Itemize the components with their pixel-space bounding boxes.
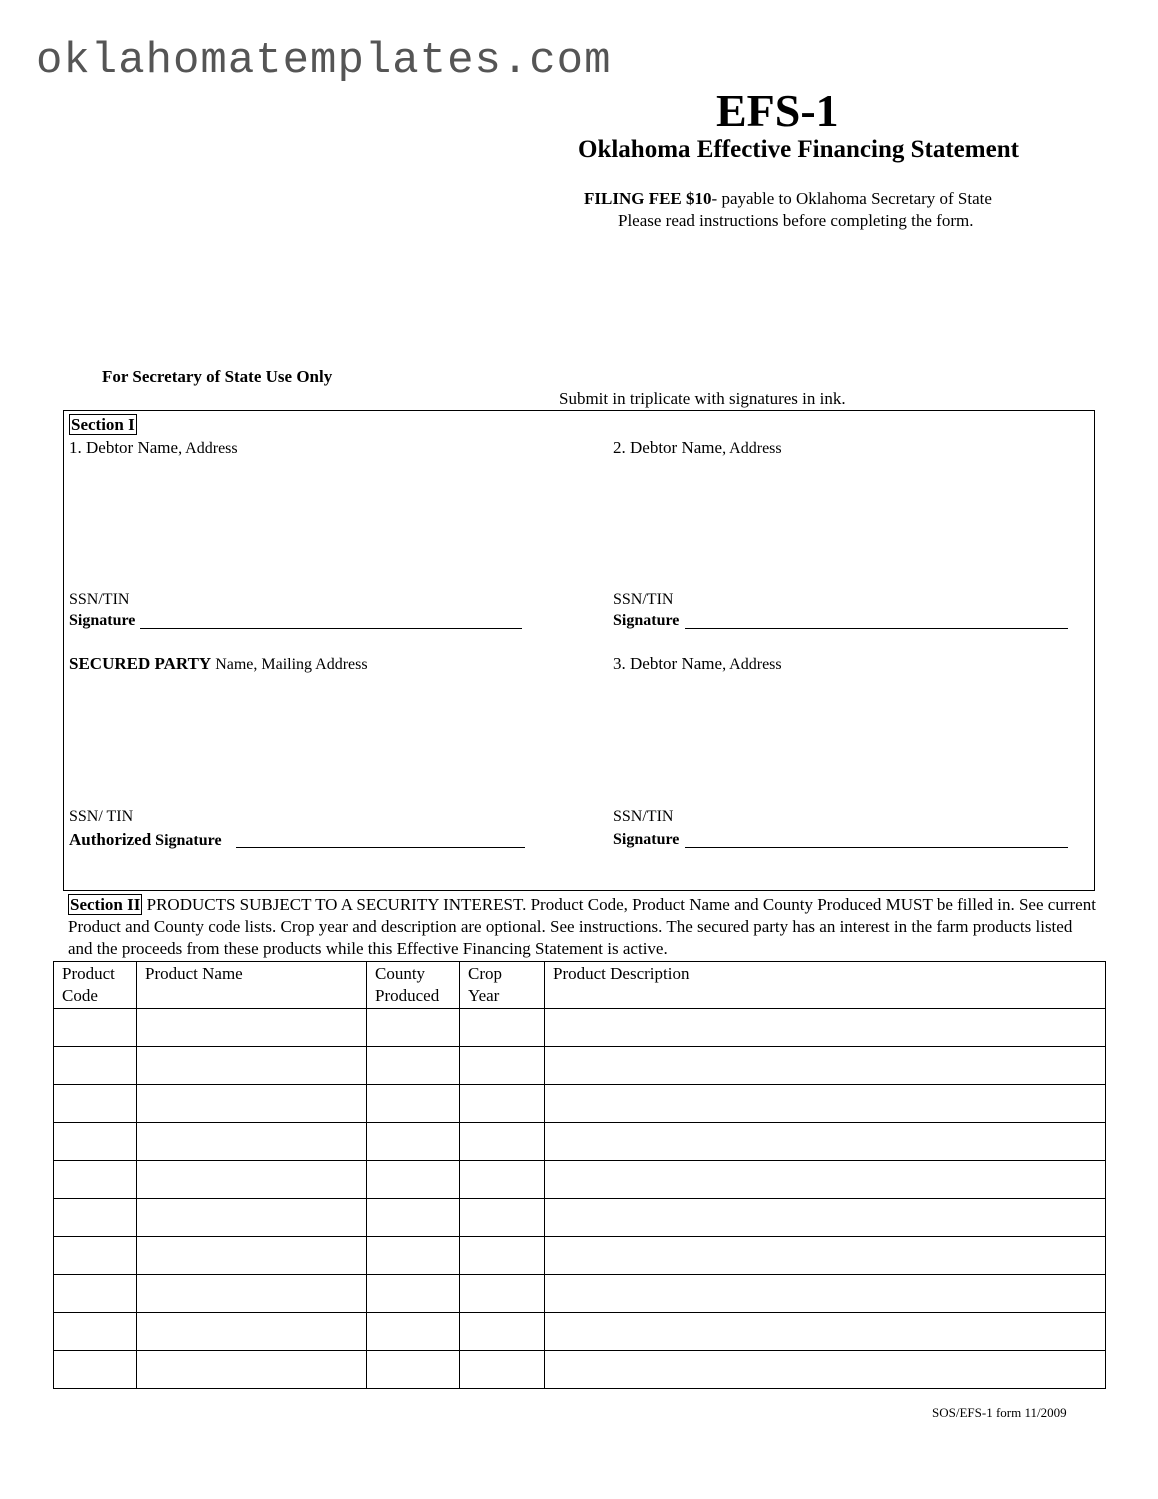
table-cell[interactable]	[367, 1085, 460, 1123]
debtor-3-label-name: 3. Debtor Name	[613, 654, 723, 673]
table-cell[interactable]	[137, 1199, 367, 1237]
table-cell[interactable]	[137, 1123, 367, 1161]
table-cell[interactable]	[545, 1313, 1106, 1351]
col-product-code: Product Code	[54, 962, 137, 1009]
table-cell[interactable]	[54, 1275, 137, 1313]
table-cell[interactable]	[460, 1199, 545, 1237]
section-1-label: Section I	[71, 415, 135, 434]
table-cell[interactable]	[460, 1009, 545, 1047]
table-cell[interactable]	[54, 1313, 137, 1351]
secured-party-signature-label	[69, 830, 222, 850]
table-cell[interactable]	[460, 1085, 545, 1123]
table-cell[interactable]	[367, 1199, 460, 1237]
table-cell[interactable]	[137, 1047, 367, 1085]
table-row	[54, 1047, 1106, 1085]
table-cell[interactable]	[367, 1047, 460, 1085]
table-row	[54, 1199, 1106, 1237]
table-cell[interactable]	[545, 1351, 1106, 1389]
table-cell[interactable]	[137, 1085, 367, 1123]
table-cell[interactable]	[545, 1009, 1106, 1047]
debtor-2-label-address: , Address	[722, 440, 782, 457]
debtor-2-label	[613, 438, 782, 458]
col-product-name: Product Name	[137, 962, 367, 1009]
table-cell[interactable]	[460, 1161, 545, 1199]
col-crop-year: Crop Year	[460, 962, 545, 1009]
secured-party-label-title: SECURED PARTY	[69, 654, 212, 673]
table-row	[54, 1123, 1106, 1161]
table-row	[54, 1237, 1106, 1275]
table-cell[interactable]	[367, 1161, 460, 1199]
authorized-signature-word: Signature	[151, 832, 222, 849]
table-cell[interactable]	[545, 1199, 1106, 1237]
form-footer: SOS/EFS-1 form 11/2009	[932, 1405, 1067, 1420]
table-cell[interactable]	[54, 1237, 137, 1275]
products-header-row	[54, 962, 1106, 1009]
watermark: oklahomatemplates.com	[36, 36, 612, 86]
secured-party-label-address: Name, Mailing Address	[211, 656, 368, 673]
secured-party-signature-line[interactable]	[236, 847, 525, 848]
table-cell[interactable]	[137, 1351, 367, 1389]
instructions-note: Please read instructions before completing the form.	[618, 211, 974, 230]
debtor-3-ssn-label: SSN/TIN	[613, 808, 674, 825]
table-cell[interactable]	[545, 1123, 1106, 1161]
table-cell[interactable]	[545, 1085, 1106, 1123]
debtor-1-ssn-label: SSN/TIN	[69, 591, 130, 608]
table-row	[54, 1161, 1106, 1199]
table-cell[interactable]	[460, 1313, 545, 1351]
table-cell[interactable]	[460, 1123, 545, 1161]
table-cell[interactable]	[54, 1161, 137, 1199]
debtor-3-label	[613, 654, 782, 674]
col-county-produced: County Produced	[367, 962, 460, 1009]
section-1-box	[63, 410, 1095, 891]
debtor-2-signature-label: Signature	[613, 612, 680, 629]
debtor-2-ssn-label: SSN/TIN	[613, 591, 674, 608]
debtor-1-signature-line[interactable]	[140, 628, 522, 629]
table-cell[interactable]	[367, 1275, 460, 1313]
table-cell[interactable]	[137, 1009, 367, 1047]
table-cell[interactable]	[367, 1237, 460, 1275]
secured-party-label	[69, 654, 368, 674]
col-product-description: Product Description	[545, 962, 1106, 1009]
table-cell[interactable]	[460, 1237, 545, 1275]
form-title: Oklahoma Effective Financing Statement	[578, 136, 1019, 163]
table-cell[interactable]	[54, 1085, 137, 1123]
products-table	[53, 961, 1106, 1389]
table-cell[interactable]	[137, 1275, 367, 1313]
table-cell[interactable]	[545, 1161, 1106, 1199]
table-cell[interactable]	[137, 1237, 367, 1275]
table-cell[interactable]	[54, 1009, 137, 1047]
table-row	[54, 1351, 1106, 1389]
debtor-1-label-address: , Address	[178, 440, 238, 457]
table-cell[interactable]	[367, 1123, 460, 1161]
section-2-text: PRODUCTS SUBJECT TO A SECURITY INTEREST. Product Code, Product Name and County Produced MUST be filled in. See current Product and County code lists. Crop year and description are optional. See instructions. The secured party has an interest in the farm products listed and the proceeds from these products while this Effective Financing Statement is active.	[68, 895, 1096, 958]
table-row	[54, 1275, 1106, 1313]
table-cell[interactable]	[367, 1351, 460, 1389]
debtor-3-signature-label: Signature	[613, 831, 680, 848]
table-cell[interactable]	[367, 1313, 460, 1351]
table-cell[interactable]	[137, 1161, 367, 1199]
debtor-2-label-name: 2. Debtor Name	[613, 438, 723, 457]
submit-note: Submit in triplicate with signatures in ink.	[559, 389, 846, 408]
form-id: EFS-1	[716, 85, 839, 136]
table-cell[interactable]	[460, 1351, 545, 1389]
table-cell[interactable]	[545, 1275, 1106, 1313]
debtor-3-signature-line[interactable]	[685, 847, 1068, 848]
table-cell[interactable]	[137, 1313, 367, 1351]
table-cell[interactable]	[54, 1351, 137, 1389]
section-2-intro	[68, 894, 1098, 960]
filing-fee-line	[584, 189, 992, 209]
debtor-1-label	[69, 438, 238, 458]
authorized-word: Authorized	[69, 830, 152, 849]
filing-fee-payee: - payable to Oklahoma Secretary of State	[711, 189, 992, 208]
table-cell[interactable]	[54, 1199, 137, 1237]
section-2-label: Section II	[70, 895, 141, 914]
table-cell[interactable]	[460, 1047, 545, 1085]
debtor-1-label-name: 1. Debtor Name	[69, 438, 179, 457]
table-row	[54, 1085, 1106, 1123]
table-row	[54, 1009, 1106, 1047]
office-use-label: For Secretary of State Use Only	[102, 367, 333, 386]
table-cell[interactable]	[54, 1123, 137, 1161]
table-row	[54, 1313, 1106, 1351]
filing-fee-amount: FILING FEE $10	[584, 189, 712, 208]
debtor-1-signature-label: Signature	[69, 612, 136, 629]
secured-party-ssn-label: SSN/ TIN	[69, 808, 134, 825]
debtor-3-label-address: , Address	[722, 656, 782, 673]
table-cell[interactable]	[545, 1237, 1106, 1275]
table-cell[interactable]	[460, 1275, 545, 1313]
table-cell[interactable]	[54, 1047, 137, 1085]
table-cell[interactable]	[545, 1047, 1106, 1085]
debtor-2-signature-line[interactable]	[685, 628, 1068, 629]
table-cell[interactable]	[367, 1009, 460, 1047]
